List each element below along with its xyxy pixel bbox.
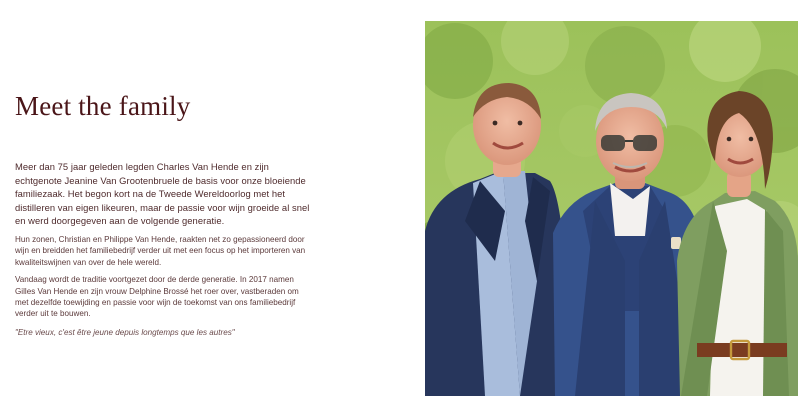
paragraph-sons: Hun zonen, Christian en Philippe Van Hende, raakten net zo gepassioneerd door wijn en breidden het familiebedrijf verder uit met een focus op het importeren van kwaliteitswijnen van over de hele wereld. <box>15 234 306 267</box>
family-quote: "Etre vieux, c'est être jeune depuis longtemps que les autres" <box>15 327 235 337</box>
section-title: Meet the family <box>15 91 191 121</box>
text-column <box>15 88 313 338</box>
intro-paragraph: Meer dan 75 jaar geleden legden Charles Van Hende en zijn echtgenote Jeanine Van Grootenbruele de basis voor onze bloeiende familiezaak. Het begon kort na de Tweede Wereldoorlog met het distilleren van eigen likeuren, maar de passie voor wijn groeide al snel en werd doorgegeven aan de volgende generatie. <box>15 161 310 227</box>
paragraph-third-generation: Vandaag wordt de traditie voortgezet door de derde generatie. In 2017 namen Gilles Van Hende en zijn vrouw Delphine Brossé het roer over, vastberaden om met dezelfde toewijding en passie voor wijn de toekomst van ons familiebedrijf verder uit te bouwen. <box>15 275 299 319</box>
family-photo <box>425 21 798 396</box>
